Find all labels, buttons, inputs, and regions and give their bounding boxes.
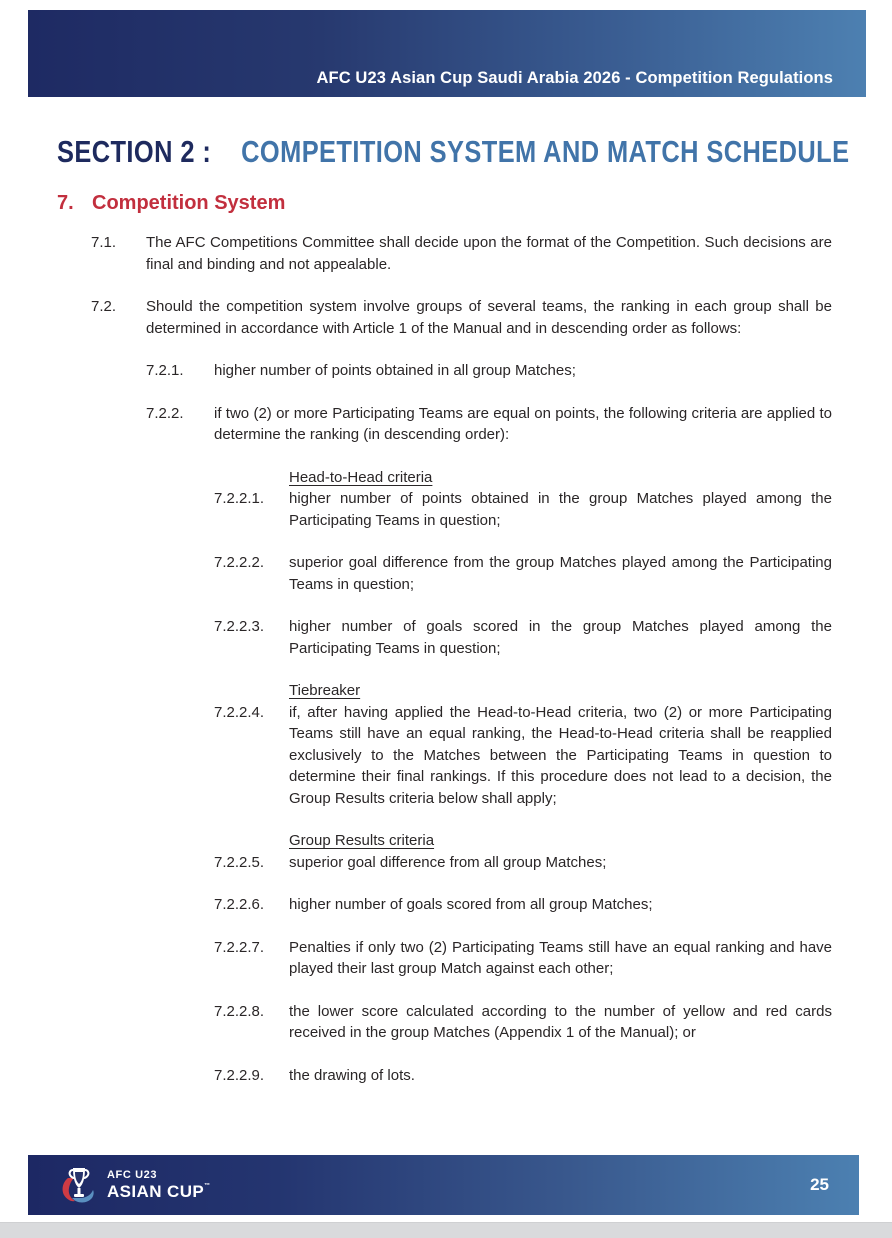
section-title-prefix: SECTION 2 :: [57, 134, 212, 169]
clause-number: 7.2.2.7.: [214, 938, 265, 956]
clause-text: The AFC Competitions Committee shall decide upon the format of the Competition. Such decisions are final and binding and not appealable.: [146, 234, 832, 273]
trademark-symbol: ™: [204, 1183, 211, 1189]
clause-number: 7.2.2.: [146, 404, 184, 422]
clause-text: the lower score calculated according to the number of yellow and red cards received in the group Matches (Appendix 1 of the Manual); or: [289, 1002, 832, 1041]
clause: [0, 680, 892, 809]
clause-text: Penalties if only two (2) Participating Teams still have an equal ranking and have played their last group Match against each other;: [289, 938, 832, 977]
clause-text: higher number of points obtained in all group Matches;: [214, 362, 576, 379]
article-title: Competition System: [92, 192, 286, 214]
clause: [0, 552, 892, 595]
header-band: [28, 10, 866, 97]
clause-text: superior goal difference from all group Matches;: [289, 853, 607, 871]
clause-number: 7.2.2.2.: [214, 554, 265, 571]
clause-text: higher number of goals scored from all group Matches;: [289, 896, 653, 913]
clause-heading: Group Results criteria: [289, 832, 435, 849]
trophy-icon: [60, 1164, 98, 1206]
clause-number: 7.2.2.8.: [214, 1002, 265, 1020]
clause: [0, 467, 892, 532]
article-number: 7.: [57, 192, 74, 214]
clause-heading: Tiebreaker: [289, 682, 361, 699]
clause-heading: Head-to-Head criteria: [289, 468, 433, 486]
section-title-text: COMPETITION SYSTEM AND MATCH SCHEDULE: [241, 134, 850, 169]
clause-number: 7.2.2.1.: [214, 490, 265, 507]
clause-text: if, after having applied the Head-to-Head criteria, two (2) or more Participating Teams still have an equal ranking, the Head-to-Head criteria shall be reapplied exclusively to the Matches between the Participating Teams in question to determine their final rankings. If this procedure does not lead to a decision, the Group Results criteria below shall apply;: [289, 703, 832, 807]
article-heading: [57, 192, 285, 215]
afc-u23-asian-cup-logo: [60, 1164, 211, 1206]
clause-text: the drawing of lots.: [289, 1066, 415, 1084]
clause: [0, 894, 892, 916]
clause-number: 7.2.2.5.: [214, 853, 265, 871]
clause-list: [0, 232, 892, 1107]
clause-number: 7.1.: [91, 234, 117, 251]
clause: [0, 937, 892, 980]
clause: [0, 232, 892, 275]
clause: [0, 296, 892, 339]
logo-text-asian-cup: ASIAN CUP: [107, 1182, 205, 1201]
clause-number: 7.2.: [91, 298, 117, 315]
footer-band: [28, 1155, 859, 1215]
page-bottom-edge: [0, 1222, 892, 1238]
page-number: 25: [810, 1175, 829, 1194]
document-title: AFC U23 Asian Cup Saudi Arabia 2026 - Competition Regulations: [316, 69, 833, 87]
clause-text: superior goal difference from the group Matches played among the Participating Teams in question;: [289, 554, 832, 593]
clause-text: Should the competition system involve groups of several teams, the ranking in each group shall be determined in accordance with Article 1 of the Manual and in descending order as follows:: [146, 298, 832, 337]
clause-number: 7.2.2.9.: [214, 1066, 265, 1084]
section-title: [57, 134, 849, 170]
clause: [0, 830, 892, 873]
clause-number: 7.2.2.3.: [214, 618, 265, 635]
clause-number: 7.2.1.: [146, 362, 184, 379]
clause-text: if two (2) or more Participating Teams are equal on points, the following criteria are applied to determine the ranking (in descending order):: [214, 404, 832, 443]
logo-text-afc-u23: AFC U23: [107, 1169, 158, 1181]
clause: [0, 403, 892, 446]
clause-text: higher number of goals scored in the group Matches played among the Participating Teams in question;: [289, 618, 832, 657]
clause: [0, 1065, 892, 1087]
clause: [0, 616, 892, 659]
clause-text: higher number of points obtained in the group Matches played among the Participating Teams in question;: [289, 490, 832, 529]
clause-number: 7.2.2.4.: [214, 703, 265, 721]
clause: [0, 360, 892, 382]
clause: [0, 1001, 892, 1044]
clause-number: 7.2.2.6.: [214, 896, 265, 913]
